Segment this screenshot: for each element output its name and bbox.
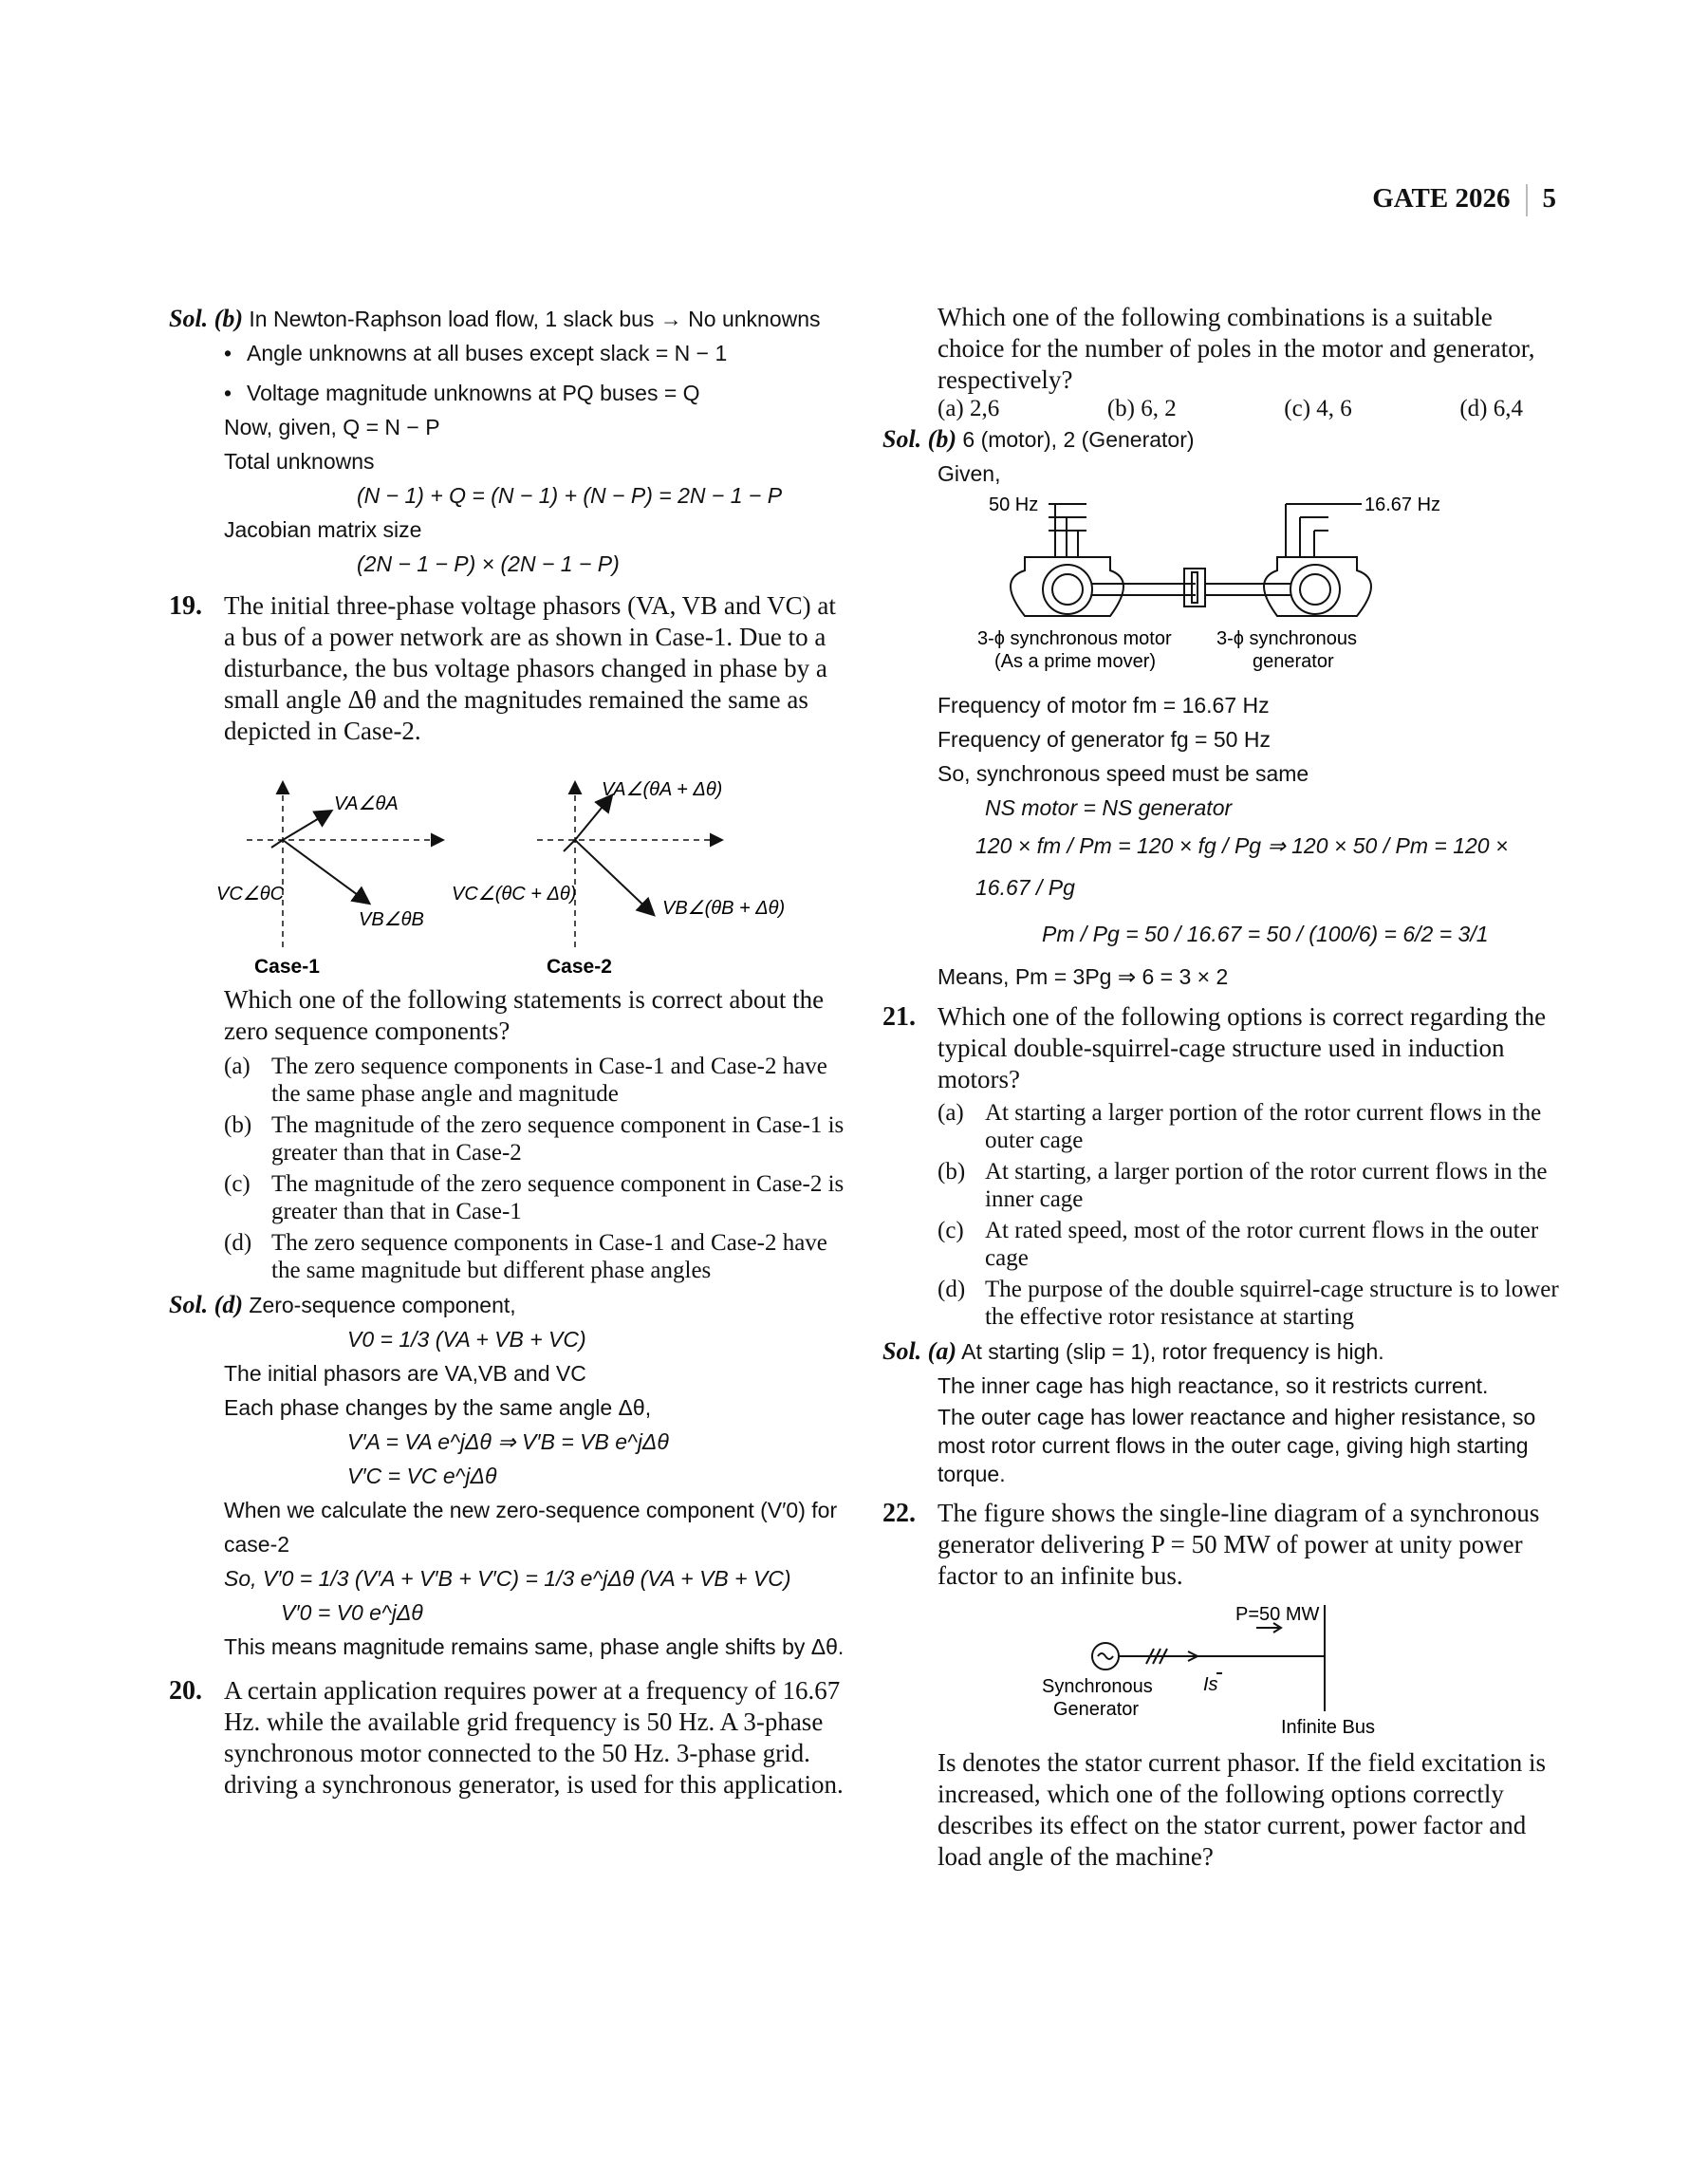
solution-line: This means magnitude remains same, phase angle shifts by Δθ. [224, 1634, 845, 1659]
options-list [882, 1099, 1561, 1331]
solution-line: 6 (motor), 2 (Generator) [962, 427, 1195, 452]
solution-line: Each phase changes by the same angle Δθ, [224, 1395, 652, 1420]
equation: V0 = 1/3 (VA + VB + VC) [347, 1327, 586, 1352]
question-20 [169, 1675, 852, 1801]
equation: So, V′0 = 1/3 (V′A + V′B + V′C) = 1/3 e^jΔθ (VA + VB + VC) [224, 1566, 791, 1591]
solution-tag: Sol. (d) [169, 1291, 243, 1318]
question-21 [882, 1001, 1561, 1095]
case-label: Case-1 [254, 956, 320, 978]
option-b[interactable] [938, 1158, 1561, 1213]
option-text: At starting, a larger portion of the rotor current flows in the inner cage [985, 1159, 1548, 1212]
question-stem: Which one of the following statements is correct about the zero sequence components? [224, 985, 825, 1045]
option-text: The zero sequence components in Case-1 and Case-2 have the same magnitude but different phase angles [271, 1230, 827, 1283]
phasor-label: VC∠θC [216, 884, 285, 905]
equation: (N − 1) + Q = (N − 1) + (N − P) = 2N − 1 − P [357, 483, 783, 508]
option-text: The purpose of the double squirrel-cage structure is to lower the effective rotor resistance at starting [985, 1277, 1559, 1330]
options-list [169, 1053, 852, 1284]
phasor-diagram [169, 753, 852, 978]
left-column [169, 302, 852, 1801]
solution-20 [882, 422, 1561, 491]
case2-diagram [452, 779, 785, 978]
generator-label: 3-ϕ synchronous [1216, 628, 1357, 649]
page-header [1372, 183, 1556, 216]
question-number: 21. [882, 1002, 916, 1032]
equation: (2N − 1 − P) × (2N − 1 − P) [357, 551, 620, 576]
solution-line: Now, given, Q = N − P [224, 415, 440, 439]
question-text: The initial three-phase voltage phasors (VA, VB and VC) at a bus of a power network are as shown in Case-1. Due to a disturbance, the bus voltage phasors changed in phase by a small angle Δθ and the magnitudes remained the same as depicted in Case-2. [224, 591, 836, 745]
phasor-label: VC∠(θC + Δθ) [452, 884, 577, 905]
generator-label: Synchronous [1042, 1676, 1153, 1697]
phasor-label: VB∠θB [359, 909, 424, 930]
solution-line: When we calculate the new zero-sequence component (V′0) for case-2 [224, 1498, 838, 1557]
option-c[interactable]: (c) 4, 6 [1284, 396, 1352, 421]
option-text: At rated speed, most of the rotor current flows in the outer cage [985, 1218, 1539, 1271]
solution-line: Zero-sequence component, [249, 1293, 516, 1317]
options-row [882, 396, 1561, 422]
exam-title: GATE 2026 [1372, 183, 1511, 214]
option-b[interactable] [224, 1111, 852, 1166]
solution-18 [169, 302, 852, 581]
option-d[interactable]: (d) 6,4 [1459, 396, 1523, 421]
solution-line: In Newton-Raphson load flow, 1 slack bus → No unknowns [249, 307, 821, 331]
option-a[interactable]: (a) 2,6 [938, 396, 1000, 421]
motor-label: 3-ϕ synchronous motor [977, 628, 1172, 649]
option-label: (c) [938, 1218, 964, 1243]
equation: V′0 = V0 e^jΔθ [281, 1600, 423, 1625]
solution-line: The inner cage has high reactance, so it restricts current. [938, 1373, 1489, 1398]
solution-line: The outer cage has lower reactance and higher resistance, so most rotor current flows in the outer cage, giving high starting torque. [938, 1405, 1536, 1486]
option-label: (b) [938, 1159, 966, 1185]
solution-tag: Sol. (b) [169, 305, 243, 332]
question-number: 19. [169, 591, 202, 621]
equation: V′A = VA e^jΔθ ⇒ V′B = VB e^jΔθ [347, 1429, 669, 1454]
frequency-label-output: 16.67 Hz [1365, 494, 1441, 515]
question-number: 22. [882, 1499, 916, 1528]
option-b[interactable]: (b) 6, 2 [1106, 396, 1177, 421]
header-divider [1526, 184, 1528, 216]
page-number: 5 [1542, 183, 1556, 214]
bullet-item: • Angle unknowns at all buses except slack = N − 1 [224, 336, 852, 370]
solution-line: Frequency of motor fm = 16.67 Hz [938, 693, 1270, 718]
solution-tag: Sol. (b) [882, 425, 956, 453]
case1-diagram [216, 783, 442, 978]
question-22 [882, 1498, 1561, 1592]
option-c[interactable] [938, 1217, 1561, 1272]
option-text: The magnitude of the zero sequence component in Case-1 is greater than that in Case-2 [271, 1112, 845, 1166]
option-label: (b) [224, 1112, 252, 1138]
solution-line: At starting (slip = 1), rotor frequency is high. [961, 1339, 1384, 1364]
right-column [882, 302, 1561, 1873]
question-text: A certain application requires power at a frequency of 16.67 Hz. while the available grid frequency is 50 Hz. A 3-phase synchronous motor connected to the 50 Hz. 3-phase grid. driving a synchronous generator, is used for this application. [224, 1676, 844, 1799]
question-text: The figure shows the single-line diagram of a synchronous generator delivering P = 50 MW of power at unity power factor to an infinite bus. [938, 1499, 1540, 1590]
generator-label: Generator [1053, 1699, 1140, 1720]
option-a[interactable] [224, 1053, 852, 1108]
equation: V′C = VC e^jΔθ [347, 1464, 497, 1488]
option-a[interactable] [938, 1099, 1561, 1154]
option-label: (c) [224, 1171, 251, 1197]
equation: Pm / Pg = 50 / 16.67 = 50 / (100/6) = 6/2 = 3/1 [1042, 922, 1489, 946]
solution-line: Jacobian matrix size [224, 517, 422, 542]
bus-label: Infinite Bus [1281, 1717, 1375, 1738]
solution-line: Given, [938, 461, 1001, 486]
case-label: Case-2 [547, 956, 612, 978]
frequency-label-input: 50 Hz [989, 494, 1039, 515]
phasor-label: VB∠(θB + Δθ) [662, 898, 786, 919]
question-19 [169, 590, 852, 747]
option-text: At starting a larger portion of the rotor current flows in the outer cage [985, 1100, 1542, 1153]
power-label: P=50 MW [1235, 1604, 1320, 1625]
option-c[interactable] [224, 1170, 852, 1225]
question-number: 20. [169, 1676, 202, 1706]
question-text: Which one of the following options is correct regarding the typical double-squirrel-cage structure used in induction motors? [938, 1002, 1547, 1093]
question-stem: Which one of the following combinations is a suitable choice for the number of poles in the motor and generator, respectively? [938, 303, 1535, 394]
option-label: (a) [938, 1100, 964, 1126]
solution-20-work [882, 688, 1561, 994]
option-label: (a) [224, 1054, 251, 1079]
motor-generator-diagram [882, 485, 1561, 684]
solution-line: Frequency of generator fg = 50 Hz [938, 727, 1271, 752]
option-label: (d) [224, 1230, 252, 1256]
option-d[interactable] [224, 1229, 852, 1284]
solution-line: So, synchronous speed must be same [938, 761, 1309, 786]
bullet-item: • Voltage magnitude unknowns at PQ buses = Q [224, 376, 852, 410]
phasor-label: VA∠θA [334, 793, 399, 814]
equation: NS motor = NS generator [985, 795, 1233, 820]
equation: 120 × fm / Pm = 120 × fg / Pg ⇒ 120 × 50 / Pm = 120 × 16.67 / Pg [975, 833, 1509, 900]
current-label: Is [1203, 1674, 1218, 1695]
solution-line: The initial phasors are VA,VB and VC [224, 1361, 586, 1386]
option-text: The magnitude of the zero sequence component in Case-2 is greater than that in Case-1 [271, 1171, 845, 1224]
option-text: The zero sequence components in Case-1 and Case-2 have the same phase angle and magnitude [271, 1054, 827, 1107]
solution-line: Total unknowns [224, 449, 375, 474]
option-d[interactable] [938, 1276, 1561, 1331]
solution-line: Means, Pm = 3Pg ⇒ 6 = 3 × 2 [938, 964, 1229, 989]
single-line-diagram [882, 1597, 1561, 1740]
question-stem: Is denotes the stator current phasor. If the field excitation is increased, which one of the following options correctly describes its effect on the stator current, power factor and load angle of the machine? [938, 1748, 1547, 1871]
generator-label: generator [1253, 651, 1334, 672]
solution-tag: Sol. (a) [882, 1337, 956, 1365]
phasor-label: VA∠(θA + Δθ) [602, 779, 723, 800]
solution-19 [169, 1288, 852, 1664]
option-label: (d) [938, 1277, 966, 1302]
motor-label: (As a prime mover) [994, 651, 1157, 672]
solution-21 [882, 1334, 1561, 1488]
